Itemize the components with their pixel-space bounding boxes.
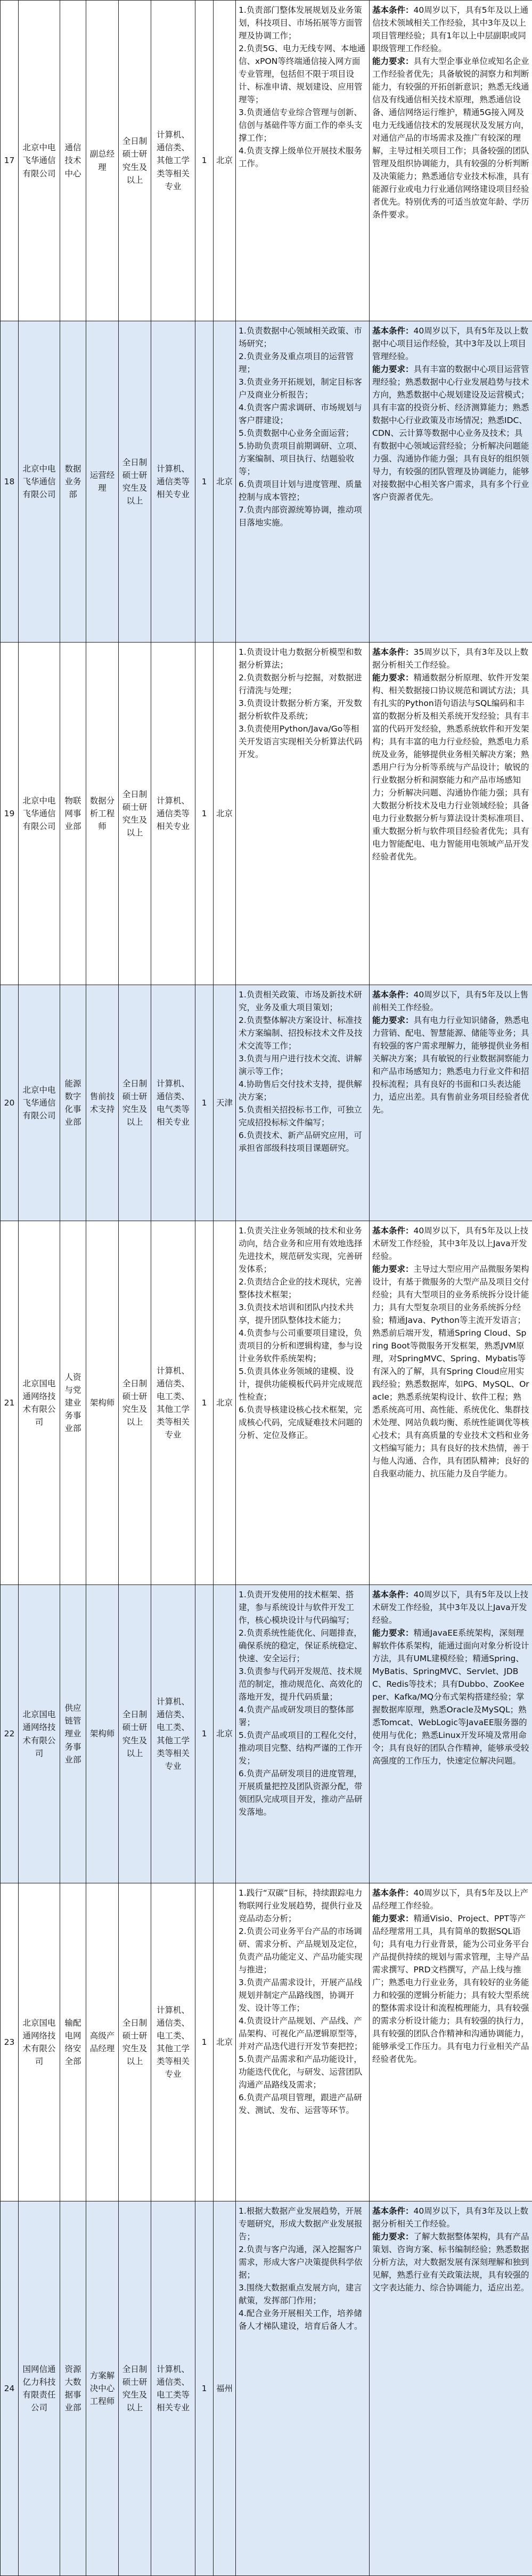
duty-item: 1.负责开发使用的技术框架、搭建，参与系统设计与软件开发工作，核心模块设计与代码编写； [239, 1588, 366, 1627]
education-cell: 全日制硕士研究生及以上 [119, 321, 151, 643]
duty-item: 3.负责参与代码开发规范、技术规范的制定，推动规范化、高效化的落地开发，提升代码质量； [239, 1665, 366, 1703]
location-cell: 北京 [214, 321, 236, 643]
major-cell: 计算机、通信类、电气类等相关专业 [151, 985, 195, 1221]
basic-label: 基本条件： [372, 326, 414, 336]
duty-item: 1.践行“双碳”目标，持续跟踪电力物联网行业发展趋势，提供行业及竞品动态分析； [239, 1887, 366, 1925]
duty-item: 2.负责与客户沟通，深入挖掘客户需求，形成大客户决策提供科学依据； [239, 2243, 366, 2281]
duty-item: 5.负责产品或项目的工程化交付，推动项目完整、结构严谨的工作开发； [239, 1729, 366, 1767]
duties-cell [236, 1585, 370, 1883]
ability-text: 精通JavaEE系统架构，深刻理解软件体系架构，能通过面向对象分析设计方法，具有UML建模经验；精通Spring、MyBatis、SpringMVC、Servlet、JDBC、Redis等技术；具有Dubbo、ZooKeeper、Kafka/MQ分布式架构搭建经验；掌握数据库原理，熟悉Oracle及MySQL；熟悉Tomcat、WebLogic等JavaEE服务器的使用与优化；熟悉Linux开发环境及常用命令；具有良好的团队合作精神，能够承受较高强度的工作压力，快速定位解决问题。 [372, 1628, 529, 1766]
department-cell: 输配电网络安全部 [60, 1883, 86, 2201]
duty-item: 1.根据大数据产业发展趋势，开展专题研究，形成大数据产业发展报告； [239, 2205, 366, 2243]
basic-requirements [372, 646, 529, 671]
duty-item: 3.负责通信专业综合管理与创新、信创与基础件等方面工作的牵头支撑工作； [239, 106, 366, 144]
duty-item: 6.负责导核建设核心技术框架，完成核心代码，完成疑难技术问题的分析、定位及修正。 [239, 1403, 366, 1442]
basic-label: 基本条件： [372, 1590, 414, 1599]
basic-text: 35周岁以下，具有3年及以上数据分析相关工作经验。 [372, 647, 528, 670]
requirements-cell [370, 985, 532, 1221]
row-number: 17 [1, 1, 19, 321]
education-cell: 全日制硕士研究生及以上 [119, 1585, 151, 1883]
basic-text: 40周岁以下，具有3年及以上数据分析相关工作经验。 [372, 2206, 528, 2229]
ability-text: 具有电力行业知识储备，熟悉电力营销、配电、智慧能源、储能等业务；具有较强的客户需求理解力，能够提供业务相关解决方案；具有敏锐的行业数据洞察能力和产品市场感知力；熟悉电力行业文件和招投标流程；具有良好的书面和口头表达能力，适应出差。具有售前业务项目经验者优先。 [372, 1015, 529, 1115]
headcount-cell: 1 [195, 985, 214, 1221]
ability-label: 能力要求： [372, 364, 414, 374]
department-cell: 数据业务部 [60, 321, 86, 643]
table-row [1, 1883, 532, 2201]
table-row [1, 985, 532, 1221]
row-number: 18 [1, 321, 19, 643]
duty-item: 5.协助负责项目前期调研、立项、方案编制、项目执行、结题验收等； [239, 440, 366, 478]
basic-text: 40周岁以下，具有5年及以上产品经理工作经验。 [372, 1888, 528, 1911]
department-cell: 资源大数据事业部 [60, 2201, 86, 2576]
education-cell: 全日制硕士研究生及以上 [119, 1221, 151, 1585]
education-cell: 全日制硕士研究生及以上 [119, 2201, 151, 2576]
major-cell: 计算机、通信类、其他工学类等相关专业 [151, 1, 195, 321]
basic-text: 40周岁以下，具有5年及以上售前相关工作经验。 [372, 990, 528, 1012]
location-cell: 北京 [214, 643, 236, 985]
ability-label: 能力要求： [372, 2232, 414, 2241]
major-cell: 计算机、通信类、电工类、其他工学类等相关专业 [151, 1585, 195, 1883]
location-cell: 北京 [214, 1221, 236, 1585]
duty-item: 7.负责内部资源统筹协调，推动项目落地实施。 [239, 503, 366, 529]
duty-item: 5.负责具体业务领域的建模、设计，提供功能模板代码并完成规范性检查； [239, 1365, 366, 1403]
position-cell: 方案解决中心工程师 [86, 2201, 119, 2576]
duties-cell [236, 2201, 370, 2576]
requirements-cell [370, 321, 532, 643]
duty-item: 5.负责数据中心业务全面运营； [239, 427, 366, 440]
duties-cell [236, 1883, 370, 2201]
company-cell: 北京中电飞华通信有限公司 [19, 985, 60, 1221]
duty-item: 3.负责与用户进行技术交流、讲解演示等工作； [239, 1052, 366, 1078]
ability-requirements [372, 1014, 529, 1116]
requirements-cell [370, 1585, 532, 1883]
ability-requirements [372, 55, 529, 221]
basic-text: 40周岁以下，具有5年及以上数据中心项目运作经验，其中3年及以上项目管理经验。 [372, 326, 528, 361]
department-cell: 通信技术中心 [60, 1, 86, 321]
education-cell: 全日制硕士研究生及以上 [119, 985, 151, 1221]
table-row [1, 1585, 532, 1883]
basic-requirements [372, 4, 529, 55]
ability-text: 主导过大型应用产品微服务架构设计，有基于微服务的大型产品及项目交付经验；具有大型项目的业务系统拆分设计能力；具有大型复杂项目的业务系统拆分经验；精通Java、Python等主流开发语言；熟悉前后端开发，精通Spring Cloud、Spring Boot等微服务开发框架，熟悉JVM原理，对SpringMVC、Spring、Mybatis等有深入的了解，具有Spring Cloud应用实践经验；熟悉数据库，如PG、MySQL、Oracle；熟悉系统架构设计、软件工程；熟悉系统高可用、高性能、系统优化、集群技术处理、网站负载均衡、系统性能调优等核心技术；具有高质量的专业技术文档和业务文档编写能力；具有良好的技术热情，善于与他人沟通、合作，具有团队精神；良好的自我驱动能力、抗压能力及自学能力。 [372, 1264, 529, 1478]
duty-item: 3.负责设计数据分析方案，开发数据分析软件及系统； [239, 697, 366, 722]
ability-label: 能力要求： [372, 1264, 414, 1274]
duties-cell [236, 1221, 370, 1585]
duty-item: 5.负责相关招投标书工作，可独立完成招投标标文件编写； [239, 1103, 366, 1129]
duty-item: 6.负责产品项目管理，跟进产品研发、测试、发布、运营等环节。 [239, 2091, 366, 2117]
company-cell: 北京国电通网络技术有限公司 [19, 1883, 60, 2201]
duties-cell [236, 1, 370, 321]
basic-label: 基本条件： [372, 1888, 414, 1898]
duty-item: 4.负责支撑上级单位开展技术服务工作。 [239, 144, 366, 170]
ability-label: 能力要求： [372, 56, 414, 66]
department-cell: 能源数字化事业部 [60, 985, 86, 1221]
basic-label: 基本条件： [372, 2206, 414, 2216]
position-cell: 运营经理 [86, 321, 119, 643]
ability-requirements [372, 1912, 529, 2066]
department-cell: 人资与党建业务事业部 [60, 1221, 86, 1585]
basic-requirements [372, 2205, 529, 2230]
location-cell: 北京 [214, 1883, 236, 2201]
company-cell: 北京中电飞华通信有限公司 [19, 643, 60, 985]
ability-requirements [372, 1627, 529, 1767]
row-number: 23 [1, 1883, 19, 2201]
requirements-cell [370, 643, 532, 985]
major-cell: 计算机、通信类等相关专业 [151, 643, 195, 985]
duty-item: 4.配合业务开展相关工作，培养储备人才梯队建设，培育后备人才。 [239, 2307, 366, 2333]
headcount-cell: 1 [195, 1883, 214, 2201]
department-cell: 物联网事业部 [60, 643, 86, 985]
position-cell: 副总经理 [86, 1, 119, 321]
company-cell: 北京国电通网络技术有限公司 [19, 1585, 60, 1883]
duty-item: 3.负责产品需求设计，开展产品线规划并制定产品路线图，协调开发、设计等工作； [239, 1976, 366, 2014]
position-cell: 高级产品经理 [86, 1883, 119, 2201]
basic-requirements [372, 1588, 529, 1627]
headcount-cell: 1 [195, 2201, 214, 2576]
row-number: 24 [1, 2201, 19, 2576]
basic-text: 40周岁以下，具有5年及以上技术研发工作经验，其中3年及以上Java开发经验。 [372, 1590, 528, 1625]
ability-text: 具有丰富的数据中心项目运营管理经验；熟悉数据中心行业发展趋势与技术方向，熟悉数据中心规划建设及运营模式；具有丰富的投资分析、经济测算能力；熟悉数据中心行业政策及市场情况；熟悉IDC、CDN、云计算等数据中心业务及技术；具有数据中心领域运营经验；分析解决问题能力强、沟通协作能力强；具有良好的组织领导力，有较强的团队管理及协调能力，能够对接数据中心相关客户需求，具有多个行业客户资源者优先。 [372, 364, 529, 502]
duty-item: 1.负责数据中心领域相关政策、市场研究； [239, 324, 366, 350]
company-cell: 北京国电通网络技术有限公司 [19, 1221, 60, 1585]
duty-item: 6.负责项目计划与进度管理、质量控制与成本管控； [239, 478, 366, 503]
position-cell: 售前技术支持 [86, 985, 119, 1221]
table-row [1, 1221, 532, 1585]
department-cell: 供应链管理业务事业部 [60, 1585, 86, 1883]
ability-label: 能力要求： [372, 1628, 414, 1638]
basic-label: 基本条件： [372, 990, 414, 999]
row-number: 22 [1, 1585, 19, 1883]
duty-item: 2.负责5G、电力无线专网、本地通信、xPON等终端通信接入网方面专业管理，包括但不限于项目设计、标准申请、规划建设、应用管理等； [239, 42, 366, 106]
ability-text: 了解大数据整体架构，具有产品策划、咨询方案、标书编制经验；熟悉数据分析方法，对大数据发展有深刻理解和独到见解，熟悉行业有关政策法规，具有较强的文字表达能力、综合协调能力，适应出差。 [372, 2232, 529, 2293]
headcount-cell: 1 [195, 643, 214, 985]
requirements-cell [370, 1221, 532, 1585]
duties-cell [236, 643, 370, 985]
ability-text: 具有大型企事业单位或知名企业工作经验者优先；具备敏锐的洞察力和判断能力，有较强的开拓创新意识；熟悉无线通信及有线通信相关技术原理，熟悉通信设备、通信网络运行维护，精通5G接入网及电力无线通信技术的发展现状及发展方向，对通信产品的市场需求及推广有较深的理解，主导过相关项目工作；具备较强的团队管理及组织协调能力，具有较强的分析判断及决策能力；熟悉通信专业技术标准，具有能源行业或电力行业通信网络建设项目经验者优先。特别优秀的可适当放宽年龄、学历条件要求。 [372, 56, 529, 220]
requirements-cell [370, 2201, 532, 2576]
basic-requirements [372, 1224, 529, 1263]
location-cell: 天津 [214, 985, 236, 1221]
duty-item: 5.负责产品需求和产品功能设计，功能迭代优化，与研发、运营团队沟通产品路线及需求； [239, 2053, 366, 2091]
education-cell: 全日制硕士研究生及以上 [119, 1, 151, 321]
duty-item: 2.负责结合企业的技术现状，完善整体技术框架； [239, 1275, 366, 1301]
duty-item: 4.负责产品或研发项目的整体部署； [239, 1703, 366, 1729]
table-row [1, 321, 532, 643]
position-cell: 架构师 [86, 1585, 119, 1883]
ability-text: 精通Visio、Project、PPT等产品经理常用工具，具有简单的数据SQL语句；具有电力行业背景，能为公司业务平台产品提供持续的规划与需求管理，主导产品需求撰写、PRD文档撰写，产品上线与推广；熟悉电力行业业务，具有较好的业务能力和较强的逻辑分析能力；具有较大型系统的整体需求设计和流程梳理能力，具有较强的需求分析设计能力；具有较强的执行力，具有较强的团队合作精神和沟通协调能力，能够承受工作压力。具有电力行业相关产品经验者优先。 [372, 1914, 529, 2064]
education-cell: 全日制硕士研究生及以上 [119, 643, 151, 985]
table-row [1, 1, 532, 321]
ability-label: 能力要求： [372, 673, 414, 682]
location-cell: 福州 [214, 2201, 236, 2576]
ability-requirements [372, 2230, 529, 2294]
basic-label: 基本条件： [372, 647, 414, 657]
row-number: 19 [1, 643, 19, 985]
duty-item: 1.负责部门整体发展规划及业务策划，科技项目、市场拓展等方面管理及协调工作； [239, 4, 366, 42]
duty-item: 2.负责系统性能优化、问题排查，确保系统的稳定，保证系统稳定、快速、安全运行； [239, 1627, 366, 1665]
requirements-cell [370, 1, 532, 321]
duties-cell [236, 985, 370, 1221]
basic-label: 基本条件： [372, 5, 414, 15]
row-number: 20 [1, 985, 19, 1221]
row-number: 21 [1, 1221, 19, 1585]
duty-item: 3.负责业务开拓规划，制定目标客户及商业分析报告； [239, 376, 366, 401]
headcount-cell: 1 [195, 1, 214, 321]
duty-item: 4.负责客户需求调研、市场规划与客户群建设； [239, 401, 366, 427]
basic-requirements [372, 324, 529, 363]
major-cell: 计算机、通信类、电工类、其他工学类等相关专业 [151, 1221, 195, 1585]
basic-text: 40周岁以下，具有5年及以上通信技术领域相关工作经验，其中3年及以上项目管理经验；具有1年以上中层副职或同职级管理工作经验。 [372, 5, 528, 53]
duty-item: 4.负责参与公司重要项目建设，负责项目的分析和逻辑构建，参与设计业务软件系统架构； [239, 1327, 366, 1365]
duties-cell [236, 321, 370, 643]
duty-item: 2.负责业务及重点项目的运营管理； [239, 350, 366, 376]
education-cell: 全日制硕士研究生及以上 [119, 1883, 151, 2201]
duty-item: 1.负责关注业务领域的技术和业务动向，结合业务和应用有效地选择先进技术，规范研发实现，完善研发体系； [239, 1224, 366, 1275]
ability-label: 能力要求： [372, 1914, 414, 1923]
major-cell: 计算机、通信类、电工类等相关专业 [151, 2201, 195, 2576]
headcount-cell: 1 [195, 1585, 214, 1883]
ability-label: 能力要求： [372, 1015, 414, 1025]
requirements-cell [370, 1883, 532, 2201]
duty-item: 1.负责相关政策、市场及新技术研究，业务及重大项目策划； [239, 988, 366, 1014]
duty-item: 4.协助售后交付技术支持，提供解决方案； [239, 1078, 366, 1103]
ability-requirements [372, 1263, 529, 1480]
table-row [1, 2201, 532, 2576]
duty-item: 3.围绕大数据重点发展方向，建言献策，发挥部门作用； [239, 2281, 366, 2307]
basic-requirements [372, 988, 529, 1014]
duty-item: 3.负责使用Python/Java/Go等相关开发语言实现相关分析算法代码开发。 [239, 722, 366, 761]
duty-item: 2.负责数据分析与挖掘，对数据进行清洗与处理； [239, 671, 366, 697]
ability-text: 精通数据分析原理、软件开发架构、相关数据接口协议规范和调试方法；具有扎实的Python语句语法与SQL编码和丰富的数据分析及相关系统开发经验；具有丰富的代码开发经验，熟悉系统软件和开发架构；具有丰富的电力行业经验，熟悉电力系统及业务，能够提供业务相关解决方案；熟悉用户行为分析等系统与产品设计；敏锐的行业数据分析和洞察能力和产品市场感知力；分析解决问题、沟通协作能力强；具有大数据分析技术及电力行业领域经验；具备电力行业数据分析与算法设计类标准项目、重大数据分析与软件项目经验者优先；具有电力智能配电、电力智能用电领域产品开发经验者优先。 [372, 673, 529, 862]
headcount-cell: 1 [195, 1221, 214, 1585]
ability-requirements [372, 671, 529, 863]
location-cell: 北京 [214, 1585, 236, 1883]
ability-requirements [372, 363, 529, 503]
duty-item: 6.负责技术、新产品研究应用，可承担省部级科技项目课题研究。 [239, 1129, 366, 1155]
position-cell: 架构师 [86, 1221, 119, 1585]
company-cell: 北京中电飞华通信有限公司 [19, 1, 60, 321]
duty-item: 2.负责公司业务平台产品的市场调研、需求分析、产品规划及定位，负责产品功能定义、产品功能实现与推进； [239, 1925, 366, 1976]
major-cell: 计算机、通信类、电工类、其他工学类等相关专业 [151, 1883, 195, 2201]
headcount-cell: 1 [195, 321, 214, 643]
duty-item: 4.负责设计产品规划、产品线、产品架构、可视化产品逻辑原型等，并对产品迭代进行开发节奏把控； [239, 2014, 366, 2053]
position-cell: 数据分析工程师 [86, 643, 119, 985]
basic-requirements [372, 1887, 529, 1912]
duty-item: 3.负责技术培训和团队内技术共享，提升团队整体技术能力； [239, 1301, 366, 1327]
duty-item: 2.负责整体解决方案设计、标准技术方案编制、招投标技术文件及技术交流等工作； [239, 1014, 366, 1052]
company-cell: 北京中电飞华通信有限公司 [19, 321, 60, 643]
location-cell: 北京 [214, 1, 236, 321]
duty-item: 6.负责产品研发项目的进度管理，开展质量把控及团队资源分配，带领团队完成项目开发，推动产品研发落地。 [239, 1767, 366, 1818]
company-cell: 国网信通亿力科技有限责任公司 [19, 2201, 60, 2576]
basic-text: 40周岁以下，具有5年及以上技术研发工作经验，其中3年及以上Java开发经验。 [372, 1226, 528, 1261]
table-row [1, 643, 532, 985]
basic-label: 基本条件： [372, 1226, 414, 1236]
duty-item: 1.负责设计电力数据分析模型和数据分析算法； [239, 646, 366, 671]
major-cell: 计算机、通信类等相关专业 [151, 321, 195, 643]
